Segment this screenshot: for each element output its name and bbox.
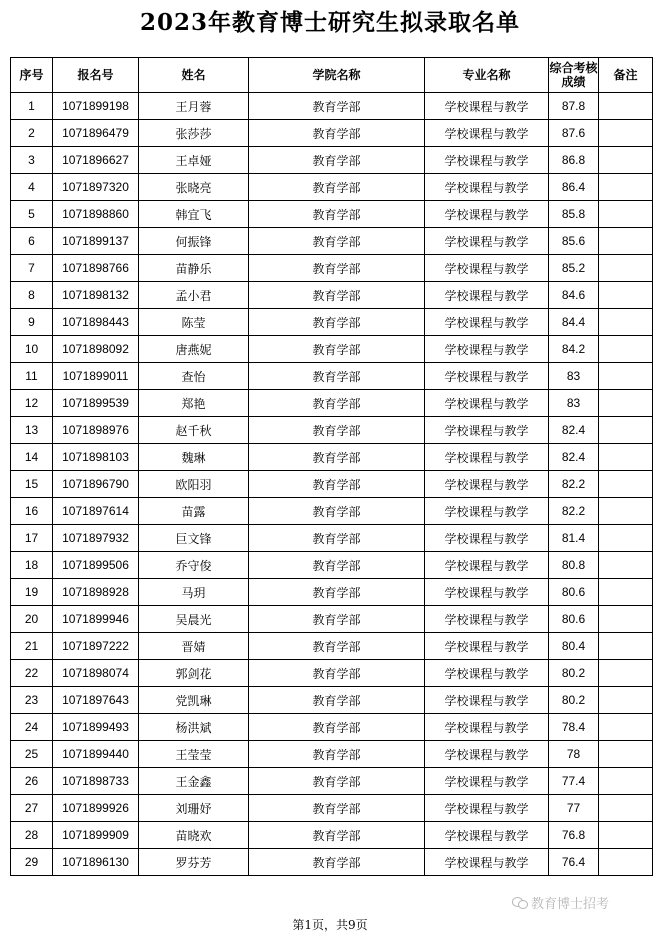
cell-note — [599, 579, 653, 606]
cell-major: 学校课程与教学 — [425, 147, 549, 174]
cell-score: 78 — [549, 741, 599, 768]
cell-id: 1071897222 — [53, 633, 139, 660]
cell-note — [599, 390, 653, 417]
cell-school: 教育学部 — [249, 741, 425, 768]
cell-name: 晋婧 — [139, 633, 249, 660]
cell-no: 12 — [11, 390, 53, 417]
cell-name: 罗芬芳 — [139, 849, 249, 876]
cell-score: 86.8 — [549, 147, 599, 174]
cell-score: 82.4 — [549, 417, 599, 444]
cell-id: 1071896130 — [53, 849, 139, 876]
cell-score: 76.8 — [549, 822, 599, 849]
cell-note — [599, 120, 653, 147]
table-row — [11, 741, 653, 768]
table-row — [11, 660, 653, 687]
cell-no: 15 — [11, 471, 53, 498]
cell-score: 85.8 — [549, 201, 599, 228]
cell-major: 学校课程与教学 — [425, 660, 549, 687]
cell-major: 学校课程与教学 — [425, 228, 549, 255]
cell-name: 苗静乐 — [139, 255, 249, 282]
cell-no: 2 — [11, 120, 53, 147]
cell-id: 1071899506 — [53, 552, 139, 579]
cell-no: 10 — [11, 336, 53, 363]
cell-id: 1071899493 — [53, 714, 139, 741]
table-row — [11, 714, 653, 741]
table-row — [11, 579, 653, 606]
cell-name: 欧阳羽 — [139, 471, 249, 498]
cell-major: 学校课程与教学 — [425, 201, 549, 228]
cell-no: 26 — [11, 768, 53, 795]
cell-note — [599, 849, 653, 876]
cell-major: 学校课程与教学 — [425, 741, 549, 768]
cell-name: 马玥 — [139, 579, 249, 606]
cell-note — [599, 255, 653, 282]
cell-major: 学校课程与教学 — [425, 363, 549, 390]
cell-name: 赵千秋 — [139, 417, 249, 444]
cell-score: 80.2 — [549, 687, 599, 714]
cell-no: 14 — [11, 444, 53, 471]
cell-name: 巨文锋 — [139, 525, 249, 552]
cell-school: 教育学部 — [249, 282, 425, 309]
table-row — [11, 363, 653, 390]
header-school: 学院名称 — [249, 58, 425, 93]
cell-no: 20 — [11, 606, 53, 633]
cell-note — [599, 363, 653, 390]
cell-score: 80.2 — [549, 660, 599, 687]
cell-no: 16 — [11, 498, 53, 525]
cell-major: 学校课程与教学 — [425, 93, 549, 120]
cell-name: 王金鑫 — [139, 768, 249, 795]
cell-major: 学校课程与教学 — [425, 606, 549, 633]
cell-no: 7 — [11, 255, 53, 282]
cell-name: 王卓娅 — [139, 147, 249, 174]
cell-score: 77.4 — [549, 768, 599, 795]
cell-score: 77 — [549, 795, 599, 822]
cell-major: 学校课程与教学 — [425, 336, 549, 363]
cell-name: 张莎莎 — [139, 120, 249, 147]
table-row — [11, 282, 653, 309]
header-major: 专业名称 — [425, 58, 549, 93]
page-title: 2023年教育博士研究生拟录取名单 — [139, 9, 520, 36]
cell-id: 1071897932 — [53, 525, 139, 552]
table-row — [11, 336, 653, 363]
cell-id: 1071896627 — [53, 147, 139, 174]
cell-major: 学校课程与教学 — [425, 120, 549, 147]
cell-id: 1071899909 — [53, 822, 139, 849]
table-row — [11, 147, 653, 174]
cell-score: 83 — [549, 363, 599, 390]
cell-note — [599, 309, 653, 336]
cell-note — [599, 768, 653, 795]
cell-note — [599, 471, 653, 498]
cell-id: 1071897643 — [53, 687, 139, 714]
cell-id: 1071899926 — [53, 795, 139, 822]
table-row — [11, 93, 653, 120]
cell-id: 1071898766 — [53, 255, 139, 282]
cell-score: 78.4 — [549, 714, 599, 741]
cell-name: 韩宜飞 — [139, 201, 249, 228]
cell-name: 杨洪斌 — [139, 714, 249, 741]
table-row — [11, 417, 653, 444]
admission-table — [10, 57, 653, 876]
watermark — [512, 893, 609, 912]
header-name: 姓名 — [139, 58, 249, 93]
cell-id: 1071897614 — [53, 498, 139, 525]
table-row — [11, 471, 653, 498]
cell-score: 76.4 — [549, 849, 599, 876]
table-row — [11, 606, 653, 633]
cell-id: 1071896479 — [53, 120, 139, 147]
cell-major: 学校课程与教学 — [425, 417, 549, 444]
table-body — [11, 93, 653, 876]
cell-name: 王月蓉 — [139, 93, 249, 120]
cell-no: 17 — [11, 525, 53, 552]
cell-school: 教育学部 — [249, 390, 425, 417]
cell-school: 教育学部 — [249, 444, 425, 471]
cell-no: 1 — [11, 93, 53, 120]
cell-note — [599, 228, 653, 255]
cell-no: 3 — [11, 147, 53, 174]
cell-note — [599, 174, 653, 201]
header-id: 报名号 — [53, 58, 139, 93]
table-row — [11, 552, 653, 579]
cell-major: 学校课程与教学 — [425, 174, 549, 201]
cell-note — [599, 822, 653, 849]
cell-id: 1071898928 — [53, 579, 139, 606]
cell-score: 85.6 — [549, 228, 599, 255]
cell-score: 85.2 — [549, 255, 599, 282]
cell-school: 教育学部 — [249, 336, 425, 363]
cell-major: 学校课程与教学 — [425, 309, 549, 336]
cell-note — [599, 147, 653, 174]
cell-id: 1071898092 — [53, 336, 139, 363]
cell-note — [599, 741, 653, 768]
cell-score: 84.2 — [549, 336, 599, 363]
cell-score: 86.4 — [549, 174, 599, 201]
cell-score: 87.6 — [549, 120, 599, 147]
cell-school: 教育学部 — [249, 795, 425, 822]
watermark-text: 教育博士招考 — [531, 897, 610, 912]
cell-id: 1071898443 — [53, 309, 139, 336]
cell-name: 苗晓欢 — [139, 822, 249, 849]
table-row — [11, 633, 653, 660]
cell-school: 教育学部 — [249, 120, 425, 147]
cell-id: 1071898103 — [53, 444, 139, 471]
cell-major: 学校课程与教学 — [425, 525, 549, 552]
cell-id: 1071897320 — [53, 174, 139, 201]
cell-id: 1071898976 — [53, 417, 139, 444]
table-row — [11, 822, 653, 849]
cell-major: 学校课程与教学 — [425, 768, 549, 795]
cell-school: 教育学部 — [249, 147, 425, 174]
cell-note — [599, 795, 653, 822]
cell-name: 党凯琳 — [139, 687, 249, 714]
cell-major: 学校课程与教学 — [425, 795, 549, 822]
cell-note — [599, 633, 653, 660]
cell-school: 教育学部 — [249, 660, 425, 687]
cell-name: 唐燕妮 — [139, 336, 249, 363]
cell-name: 郑艳 — [139, 390, 249, 417]
header-note: 备注 — [599, 58, 653, 93]
table-row — [11, 498, 653, 525]
cell-school: 教育学部 — [249, 417, 425, 444]
cell-score: 82.4 — [549, 444, 599, 471]
cell-no: 18 — [11, 552, 53, 579]
cell-school: 教育学部 — [249, 93, 425, 120]
header-score: 综合考核成绩 — [549, 58, 599, 93]
cell-name: 吴晨光 — [139, 606, 249, 633]
cell-no: 13 — [11, 417, 53, 444]
table-row — [11, 228, 653, 255]
table-row — [11, 201, 653, 228]
cell-school: 教育学部 — [249, 579, 425, 606]
cell-note — [599, 606, 653, 633]
cell-school: 教育学部 — [249, 174, 425, 201]
cell-no: 28 — [11, 822, 53, 849]
cell-no: 23 — [11, 687, 53, 714]
cell-no: 25 — [11, 741, 53, 768]
cell-major: 学校课程与教学 — [425, 444, 549, 471]
cell-major: 学校课程与教学 — [425, 714, 549, 741]
cell-school: 教育学部 — [249, 714, 425, 741]
cell-no: 29 — [11, 849, 53, 876]
cell-major: 学校课程与教学 — [425, 390, 549, 417]
cell-no: 21 — [11, 633, 53, 660]
cell-id: 1071896790 — [53, 471, 139, 498]
cell-no: 9 — [11, 309, 53, 336]
table-row — [11, 525, 653, 552]
table-row — [11, 120, 653, 147]
cell-school: 教育学部 — [249, 633, 425, 660]
cell-score: 80.4 — [549, 633, 599, 660]
cell-note — [599, 336, 653, 363]
cell-score: 87.8 — [549, 93, 599, 120]
cell-score: 82.2 — [549, 498, 599, 525]
cell-no: 6 — [11, 228, 53, 255]
cell-name: 王莹莹 — [139, 741, 249, 768]
cell-major: 学校课程与教学 — [425, 849, 549, 876]
cell-name: 乔守俊 — [139, 552, 249, 579]
cell-id: 1071899539 — [53, 390, 139, 417]
cell-note — [599, 498, 653, 525]
cell-school: 教育学部 — [249, 363, 425, 390]
cell-no: 24 — [11, 714, 53, 741]
cell-note — [599, 714, 653, 741]
cell-note — [599, 417, 653, 444]
cell-name: 何振锋 — [139, 228, 249, 255]
cell-score: 84.6 — [549, 282, 599, 309]
cell-note — [599, 201, 653, 228]
cell-school: 教育学部 — [249, 471, 425, 498]
table-row — [11, 309, 653, 336]
cell-name: 郭剑花 — [139, 660, 249, 687]
cell-note — [599, 660, 653, 687]
header-no: 序号 — [11, 58, 53, 93]
cell-id: 1071898860 — [53, 201, 139, 228]
cell-major: 学校课程与教学 — [425, 579, 549, 606]
table-row — [11, 768, 653, 795]
cell-score: 80.6 — [549, 606, 599, 633]
cell-name: 查怡 — [139, 363, 249, 390]
cell-score: 80.6 — [549, 579, 599, 606]
cell-no: 4 — [11, 174, 53, 201]
cell-name: 张晓亮 — [139, 174, 249, 201]
cell-id: 1071899011 — [53, 363, 139, 390]
cell-id: 1071899440 — [53, 741, 139, 768]
cell-note — [599, 552, 653, 579]
cell-id: 1071899137 — [53, 228, 139, 255]
cell-school: 教育学部 — [249, 498, 425, 525]
cell-id: 1071899946 — [53, 606, 139, 633]
cell-name: 苗露 — [139, 498, 249, 525]
cell-score: 81.4 — [549, 525, 599, 552]
cell-id: 1071899198 — [53, 93, 139, 120]
cell-note — [599, 525, 653, 552]
cell-major: 学校课程与教学 — [425, 255, 549, 282]
cell-score: 80.8 — [549, 552, 599, 579]
wechat-icon — [512, 897, 528, 909]
cell-school: 教育学部 — [249, 255, 425, 282]
cell-school: 教育学部 — [249, 849, 425, 876]
cell-note — [599, 282, 653, 309]
cell-school: 教育学部 — [249, 309, 425, 336]
cell-major: 学校课程与教学 — [425, 822, 549, 849]
cell-major: 学校课程与教学 — [425, 471, 549, 498]
table-row — [11, 255, 653, 282]
cell-school: 教育学部 — [249, 687, 425, 714]
cell-id: 1071898132 — [53, 282, 139, 309]
cell-no: 22 — [11, 660, 53, 687]
cell-note — [599, 444, 653, 471]
cell-no: 19 — [11, 579, 53, 606]
cell-major: 学校课程与教学 — [425, 633, 549, 660]
cell-major: 学校课程与教学 — [425, 687, 549, 714]
cell-no: 8 — [11, 282, 53, 309]
cell-score: 83 — [549, 390, 599, 417]
cell-school: 教育学部 — [249, 768, 425, 795]
table-row — [11, 444, 653, 471]
cell-school: 教育学部 — [249, 606, 425, 633]
cell-no: 27 — [11, 795, 53, 822]
cell-id: 1071898733 — [53, 768, 139, 795]
cell-school: 教育学部 — [249, 228, 425, 255]
cell-name: 陈莹 — [139, 309, 249, 336]
table-row — [11, 687, 653, 714]
cell-score: 84.4 — [549, 309, 599, 336]
cell-major: 学校课程与教学 — [425, 552, 549, 579]
cell-name: 刘珊妤 — [139, 795, 249, 822]
cell-note — [599, 93, 653, 120]
table-header-row — [11, 58, 653, 93]
cell-school: 教育学部 — [249, 822, 425, 849]
cell-name: 魏琳 — [139, 444, 249, 471]
table-row — [11, 795, 653, 822]
table-row — [11, 849, 653, 876]
table-row — [11, 174, 653, 201]
cell-no: 5 — [11, 201, 53, 228]
cell-id: 1071898074 — [53, 660, 139, 687]
table-row — [11, 390, 653, 417]
cell-note — [599, 687, 653, 714]
cell-name: 孟小君 — [139, 282, 249, 309]
cell-school: 教育学部 — [249, 525, 425, 552]
cell-no: 11 — [11, 363, 53, 390]
page-footer: 第1页，共9页 — [292, 918, 368, 932]
cell-major: 学校课程与教学 — [425, 282, 549, 309]
cell-score: 82.2 — [549, 471, 599, 498]
cell-school: 教育学部 — [249, 201, 425, 228]
cell-school: 教育学部 — [249, 552, 425, 579]
cell-major: 学校课程与教学 — [425, 498, 549, 525]
